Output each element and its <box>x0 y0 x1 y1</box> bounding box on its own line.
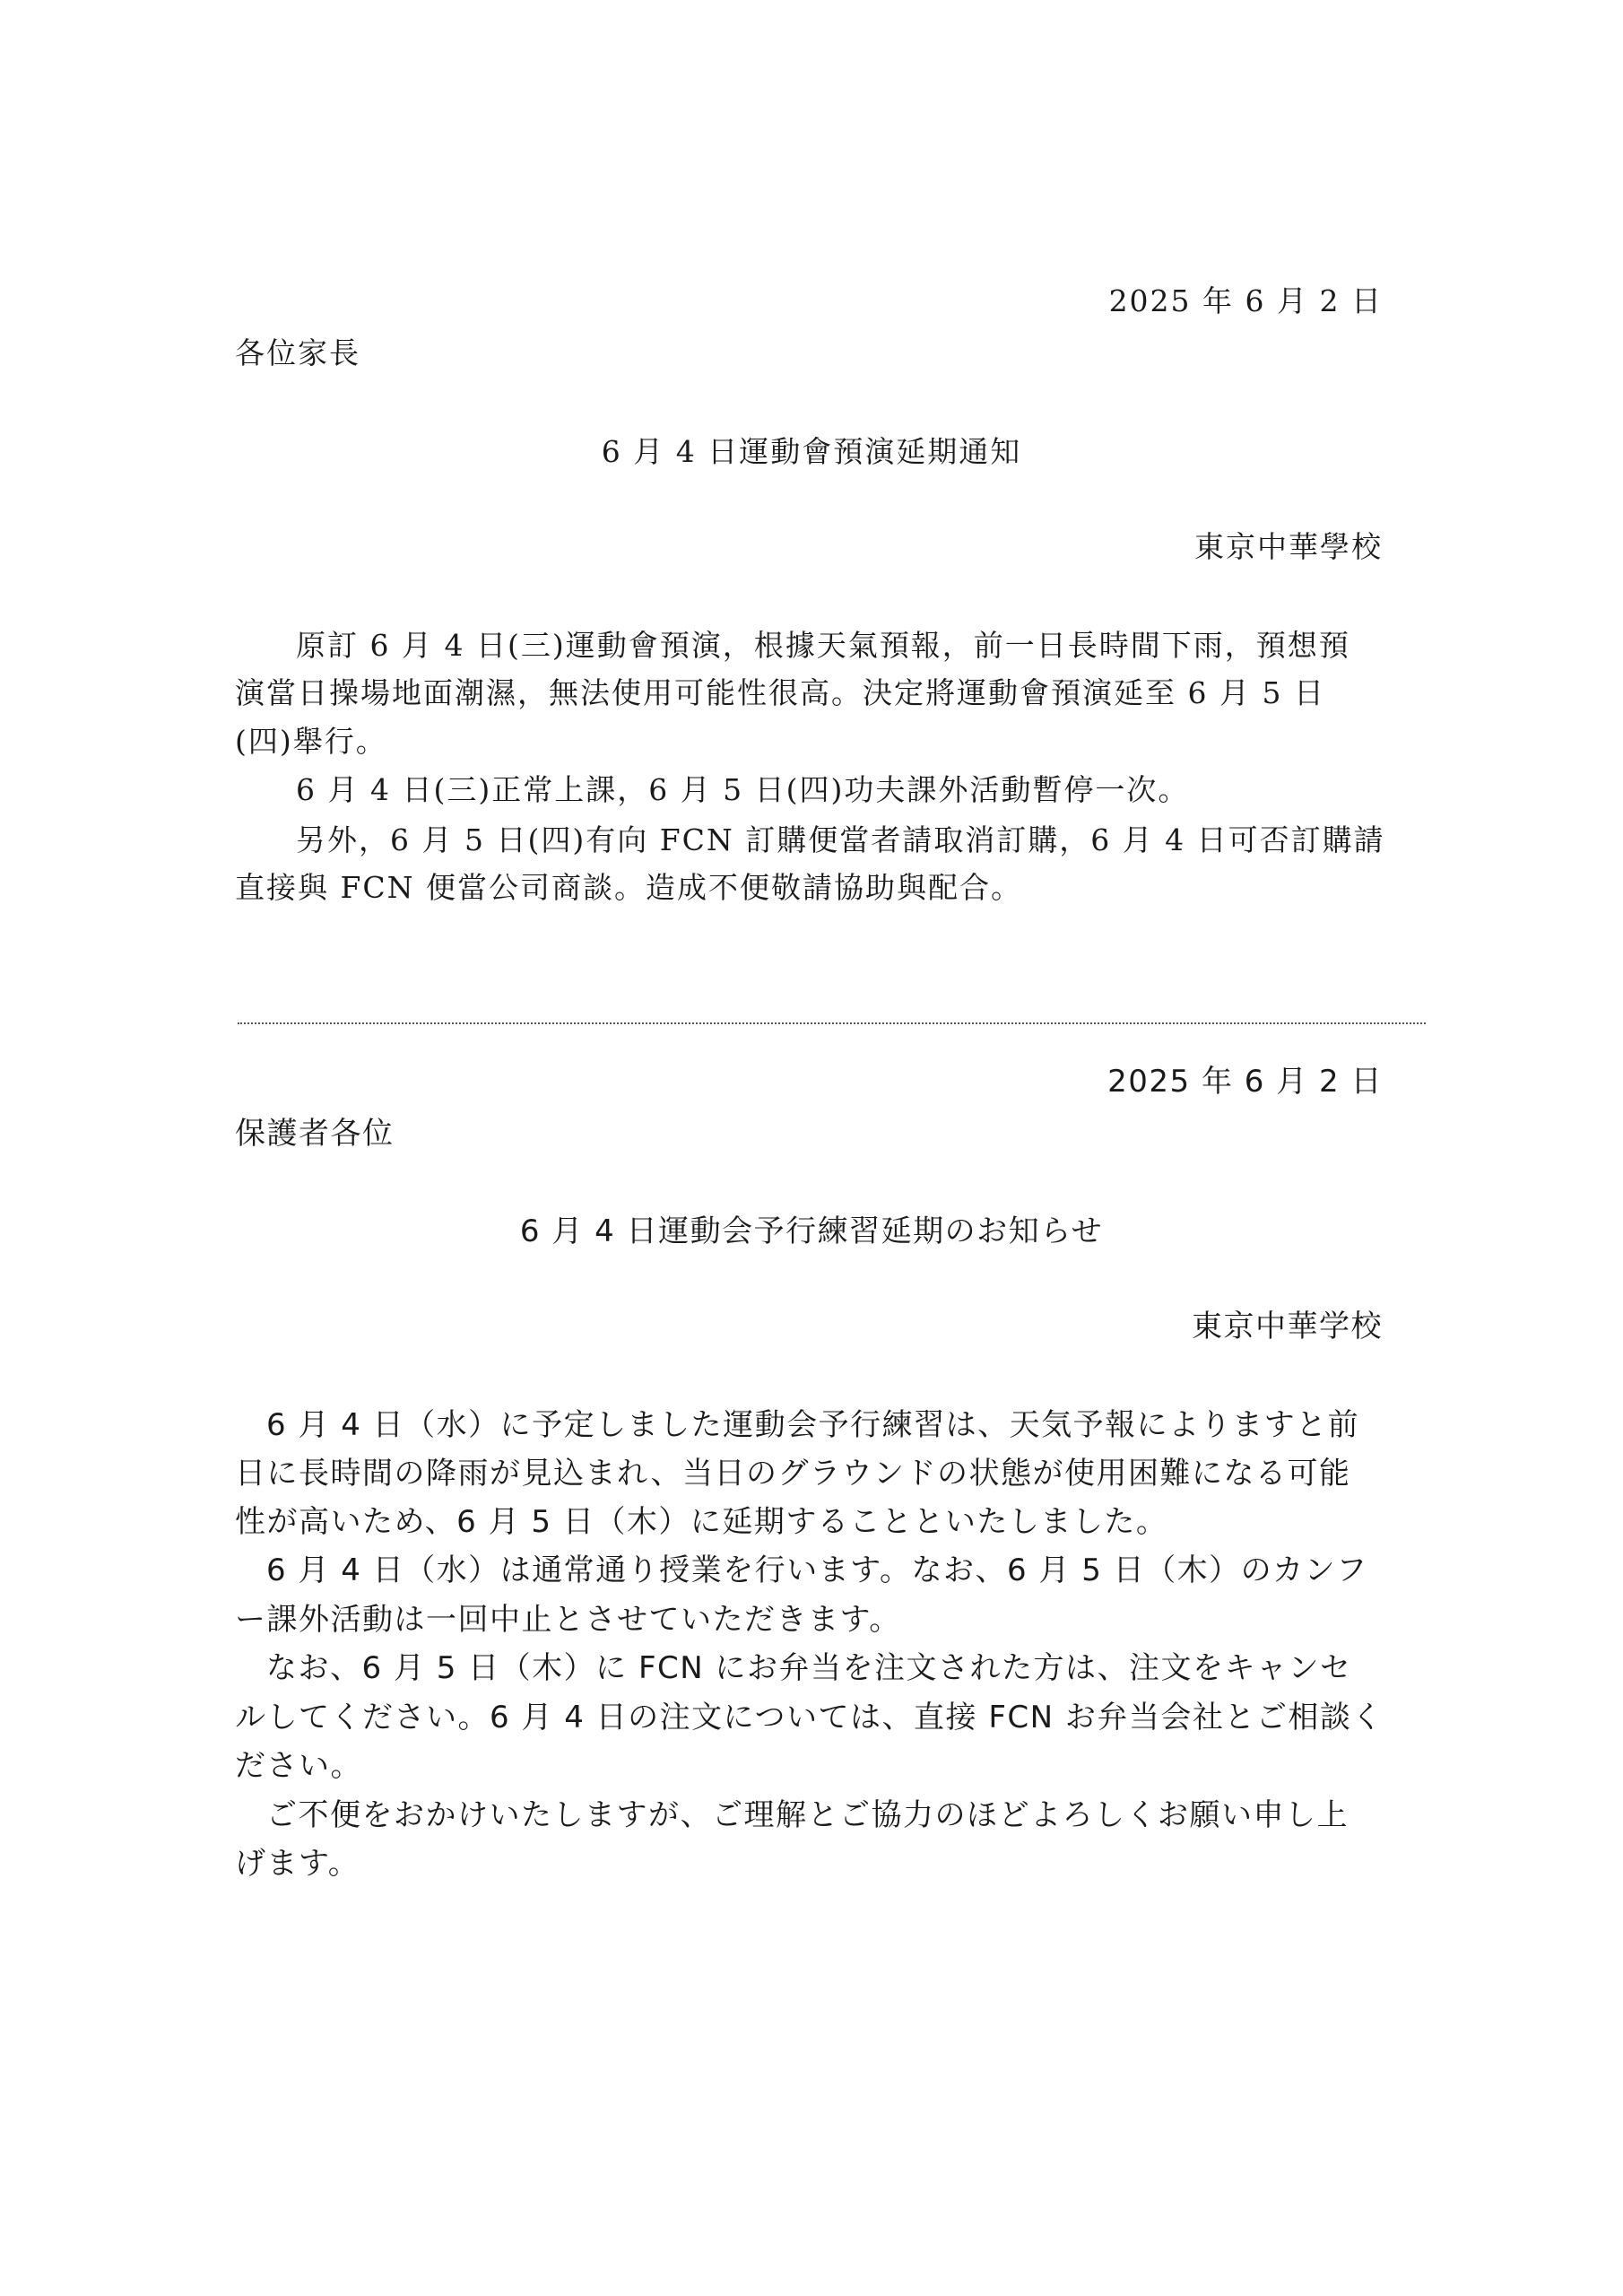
body-line: ー課外活動は一回中止とさせていただきます。 <box>235 1602 901 1638</box>
section-divider <box>238 1022 1426 1024</box>
title: 6 月 4 日運動會預演延期通知 <box>601 434 1022 469</box>
title: 6 月 4 日運動会予行練習延期のお知らせ <box>519 1213 1104 1249</box>
body-line: 日に長時間の降雨が見込まれ、当日のグラウンドの状態が使用困難になる可能 <box>235 1456 1351 1492</box>
body-line: ルしてください。6 月 4 日の注文については、直接 FCN お弁当会社とご相談く <box>235 1700 1384 1735</box>
body-line: げます。 <box>235 1846 360 1882</box>
body-line: ご不便をおかけいたしますが、ご理解とご協力のほどよろしくお願い申し上 <box>266 1797 1349 1833</box>
body-line: 性が高いため、6 月 5 日（木）に延期することといたしました。 <box>235 1504 1168 1540</box>
body-line: 6 月 4 日(三)正常上課，6 月 5 日(四)功夫課外活動暫停一次。 <box>296 772 1190 807</box>
body-line: 另外，6 月 5 日(四)有向 FCN 訂購便當者請取消訂購，6 月 4 日可否訂購請 <box>296 822 1385 857</box>
date: 2025 年 6 月 2 日 <box>1107 1064 1383 1100</box>
recipient: 各位家長 <box>235 335 360 370</box>
sender: 東京中華學校 <box>1194 529 1383 564</box>
sender: 東京中華学校 <box>1192 1309 1383 1344</box>
body-line: 直接與 FCN 便當公司商談。造成不便敬請協助與配合。 <box>235 870 1023 905</box>
body-line: ださい。 <box>235 1748 362 1784</box>
body-line: なお、6 月 5 日（木）に FCN にお弁当を注文された方は、注文をキャンセ <box>266 1650 1352 1686</box>
body-line: 6 月 4 日（水）に予定しました運動会予行練習は、天気予報によりますと前 <box>266 1407 1360 1443</box>
date: 2025 年 6 月 2 日 <box>1108 283 1383 318</box>
body-line: (四)舉行。 <box>235 724 387 759</box>
body-line: 6 月 4 日（水）は通常通り授業を行います。なお、6 月 5 日（木）のカンフ <box>266 1552 1368 1588</box>
recipient: 保護者各位 <box>235 1116 395 1152</box>
body-line: 演當日操場地面潮濕，無法使用可能性很高。決定將運動會預演延至 6 月 5 日 <box>235 675 1325 710</box>
body-line: 原訂 6 月 4 日(三)運動會預演，根據天氣預報，前一日長時間下雨，預想預 <box>296 628 1350 663</box>
